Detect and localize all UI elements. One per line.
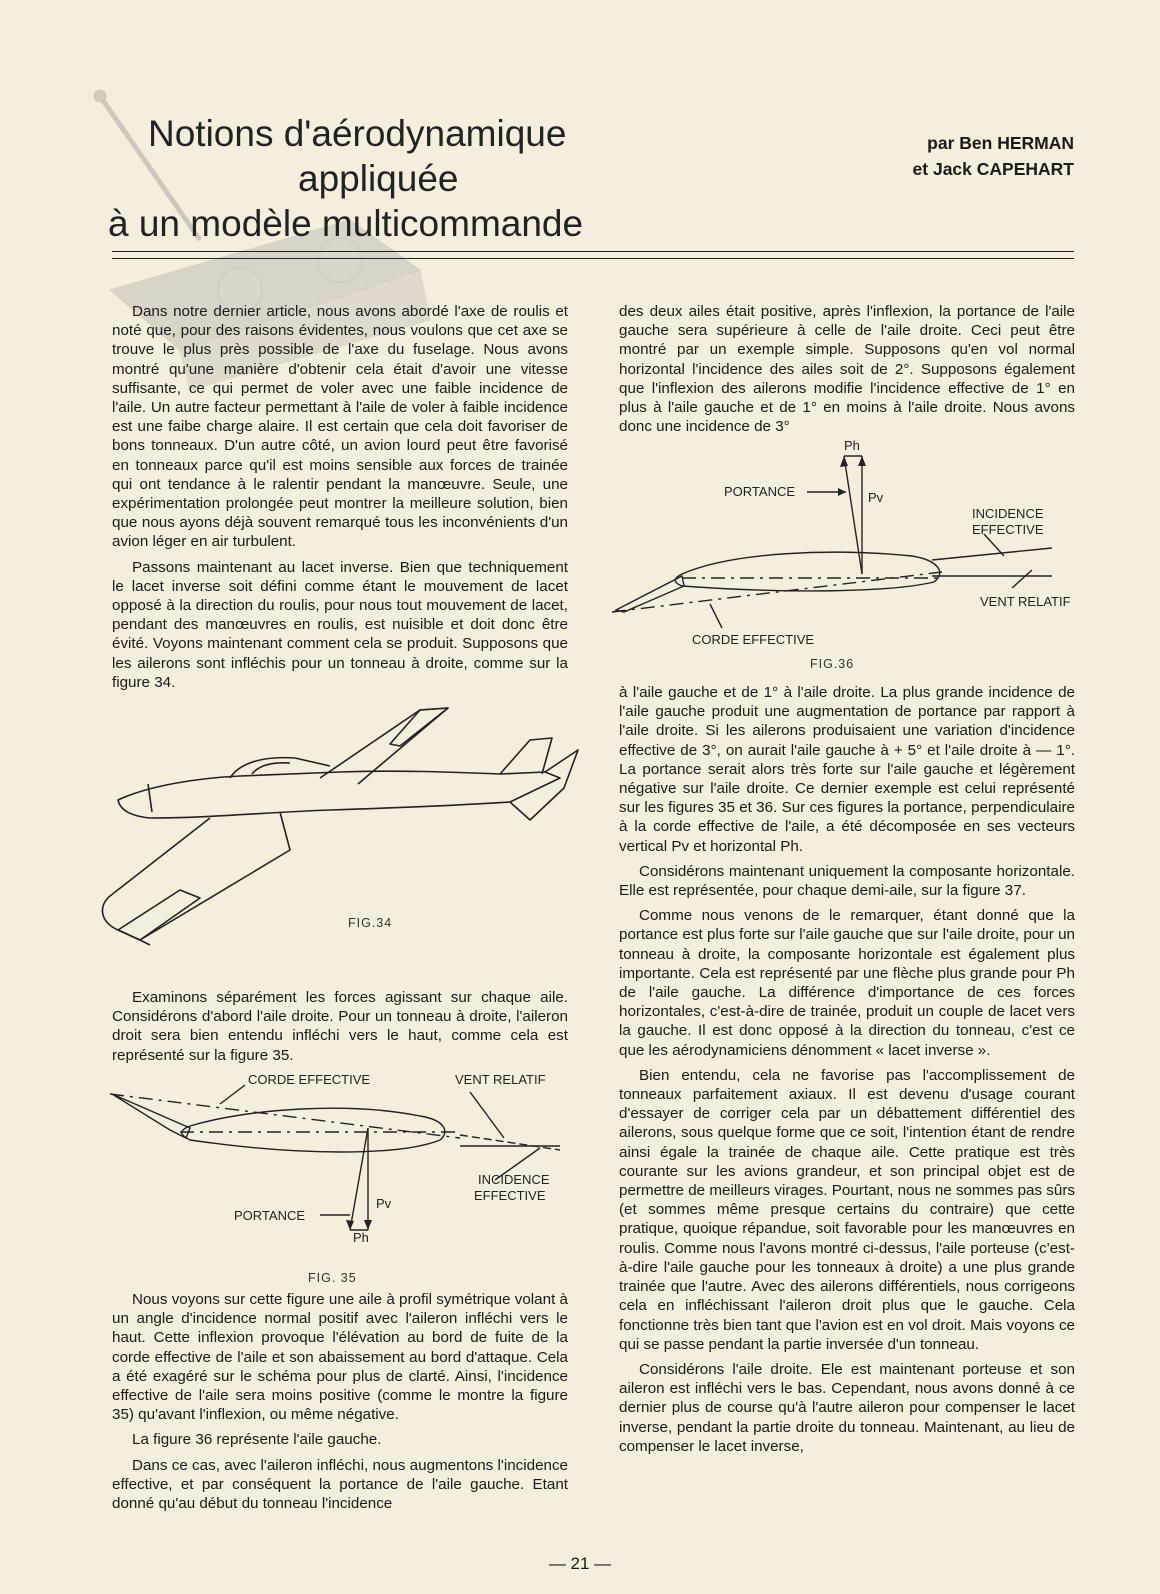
figure-caption: FIG.36	[810, 657, 855, 671]
figure-caption: FIG.34	[348, 916, 393, 930]
title-rule	[112, 251, 1074, 252]
label-effective: EFFECTIVE	[474, 1188, 546, 1203]
column-left-top	[112, 302, 568, 698]
label-portance: PORTANCE	[234, 1208, 306, 1223]
label-vent: VENT RELATIF	[980, 594, 1071, 609]
paragraph: Considérons l'aile droite. Ele est maintenant porteuse et son aileron est infléchi vers le bas. Cependant, nous avons donné à ce dernier plus de course qu'à l'autre aileron pour compenser le lacet inverse, pendant la partie droite du tonneau. Maintenant, au lieu de compenser le lacet inverse,	[619, 1360, 1075, 1455]
title-line: appliquée	[298, 157, 459, 199]
label-incidence: INCIDENCE	[478, 1172, 550, 1187]
label-pv: Pv	[376, 1196, 392, 1211]
label-incidence: INCIDENCE	[972, 506, 1044, 521]
label-corde: CORDE EFFECTIVE	[248, 1072, 371, 1087]
figure-35	[100, 1072, 580, 1290]
column-left-mid	[112, 988, 568, 1071]
title-line: Notions d'aérodynamique	[148, 112, 567, 154]
label-portance: PORTANCE	[724, 484, 796, 499]
paragraph: Dans notre dernier article, nous avons abordé l'axe de roulis et noté que, pour des raisons évidentes, nous voulons que cet axe se trouve le plus près possible de l'axe du fuselage. Nous avons montré qu'une manière d'obtenir cela était d'avoir une vitesse suffisante, ce qui permet de voler avec une faible incidence de l'aile. Un autre facteur permettant à l'aile de voler à faible incidence est une faibe charge alaire. Il est certain que cela doit favoriser de bons tonneaux. D'un autre côté, un avion lourd peut être favorisé en tonneaux parce qu'il est moins sensible aux forces de trainée qui ont tendance à le ralentir pendant la manœuvre. Seule, une expérimentation prolongée peut montrer la meilleure solution, bien que nous ayons déjà souvent remarqué tous les inconvénients d'un avion léger en air turbulent.	[112, 303, 568, 551]
paragraph: Considérons maintenant uniquement la composante horizontale. Elle est représentée, pour chaque demi-aile, sur la figure 37.	[619, 862, 1075, 900]
figure-36	[612, 440, 1082, 680]
byline-line: et Jack CAPEHART	[912, 159, 1074, 179]
label-ph: Ph	[353, 1230, 369, 1245]
label-vent: VENT RELATIF	[455, 1072, 546, 1087]
title-line: à un modèle multicommande	[108, 202, 584, 244]
paragraph: Examinons séparément les forces agissant sur chaque aile. Considérons d'abord l'aile droite. Pour un tonneau à droite, l'aileron droit sera bien entendu infléchi vers le haut, comme cela est représenté sur la figure 35.	[112, 989, 568, 1064]
page-number: — 21 —	[548, 1554, 612, 1573]
paragraph: Dans ce cas, avec l'aileron infléchi, nous augmentons l'incidence effective, et par conséquent la portance de l'aile gauche. Etant donné qu'au début du tonneau l'incidence	[112, 1456, 568, 1513]
column-left-bottom	[112, 1290, 568, 1519]
byline-line: par Ben HERMAN	[927, 133, 1074, 153]
label-ph: Ph	[844, 438, 860, 453]
paragraph: Comme nous venons de le remarquer, étant donné que la portance est plus forte sur l'aile gauche que sur l'aile droite, pour un tonneau à droite, la composante horizontale est également plus importante. Cela est représenté par une flèche plus grande pour Ph de l'aile gauche. La différence d'importance de ces forces horizontales, c'est-à-dire de trainée, produit un couple de lacet vers la gauche. Il est donc opposé à la direction du tonneau, c'est ce que les aérodynamiciens dénomment « lacet inverse ».	[619, 907, 1075, 1059]
label-pv: Pv	[868, 490, 884, 505]
label-effective: EFFECTIVE	[972, 522, 1044, 537]
paragraph: des deux ailes était positive, après l'inflexion, la portance de l'aile gauche sera supérieure à celle de l'aile droite. Ceci peut être montré par un exemple simple. Supposons qu'en vol normal horizontal l'incidence des ailes soit de 2°. Supposons également que l'inflexion des ailerons modifie l'incidence effective de 1° en plus à l'aile gauche et de 1° en moins à l'aile droite. Nous avons donc une incidence de 3°	[619, 303, 1075, 436]
article-title	[108, 111, 668, 246]
column-right-top	[619, 302, 1075, 442]
column-right-bottom	[619, 683, 1075, 1462]
figure-34	[90, 700, 590, 970]
paragraph: à l'aile gauche et de 1° à l'aile droite. La plus grande incidence de l'aile gauche produit une augmentation de portance par rapport à l'aile droite. Si les ailerons produisaient une variation d'incidence effective de 3°, on aurait l'aile gauche à + 5° et l'aile droite à — 1°. La portance serait alors très forte sur l'aile gauche et légèrement négative sur l'aile droite. Ce dernier exemple est celui représenté sur les figures 35 et 36. Sur ces figures la portance, perpendiculaire à la corde effective de l'aile, a été décomposée en ses vecteurs vertical Pv et horizontal Ph.	[619, 684, 1075, 855]
paragraph: Nous voyons sur cette figure une aile à profil symétrique volant à un angle d'incidence normal positif avec l'aileron infléchi vers le haut. Cette inflexion provoque l'élévation au bord de fuite de la corde effective de l'aile et son abaissement au bord d'attaque. Cela a été exagéré sur le schéma pour plus de clarté. Ainsi, l'incidence effective de l'aile sera moins positive (comme le montre la figure 35) qu'avant l'inflexion, ou même négative.	[112, 1291, 568, 1424]
paragraph: Passons maintenant au lacet inverse. Bien que techniquement le lacet inverse soit défini comme étant le mouvement de lacet opposé à la direction du roulis, pour nous tout mouvement de lacet, pendant des manœuvres en roulis, est nuisible et doit donc être évité. Voyons maintenant comment cela se produit. Supposons que les ailerons sont infléchis pour un tonneau à droite, comme sur la figure 34.	[112, 558, 568, 691]
paragraph: La figure 36 représente l'aile gauche.	[132, 1431, 382, 1449]
paragraph: Bien entendu, cela ne favorise pas l'accomplissement de tonneaux parfaitement axiaux. Il est devenu d'usage courant d'essayer de corriger cela par un débattement différentiel des ailerons, sous quelque forme que ce soit, l'intention étant de rendre ainsi égale la trainée de chaque aile. Cette pratique est très courante sur les avions grandeur, et son principal objet est de permettre de meilleurs virages. Pourtant, nous ne sommes pas sûrs (et sommes même presque certains du contraire) que cette pratique, quoique répandue, soit favorable pour les manœuvres en roulis. Comme nous l'avons montré ci-dessus, l'aile porteuse (c'est-à-dire l'aile gauche pour les tonneaux à droite) a une plus grande trainée que l'autre. Avec des ailerons différentiels, nous corrigeons cela en infléchissant l'aileron droit plus que le gauche. Cela fonctionne très bien tant que l'avion est en vol droit. Mais voyons ce qui se passe pendant la partie inversée d'un tonneau.	[619, 1066, 1075, 1353]
byline	[913, 130, 1074, 182]
label-corde: CORDE EFFECTIVE	[692, 632, 815, 647]
figure-caption: FIG. 35	[308, 1271, 357, 1285]
title-rule	[112, 258, 1074, 259]
